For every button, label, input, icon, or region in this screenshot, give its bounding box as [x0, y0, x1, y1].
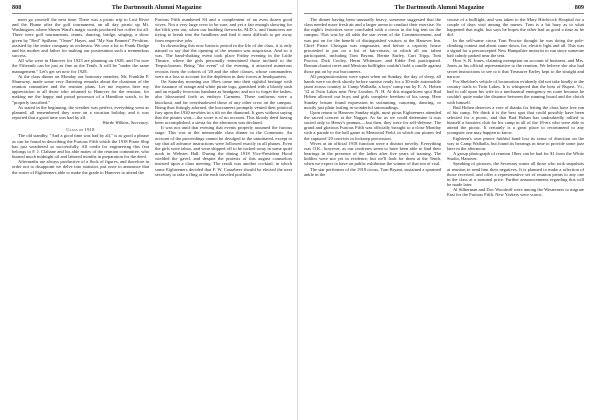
page-header [304, 4, 584, 14]
paragraph: Eighteen's own prince faithful band lost its sense of direction on the way to Camp Walhalla, but found its bearings in time to provide some jazz later in the afternoon. [447, 135, 584, 151]
paragraph: As stated in the beginning, the weather was perfect, everything went as planned, all remembered they were on a vacation holiday, and it was reported that a good time was had by all. [12, 104, 149, 120]
page-number: 809 [574, 4, 584, 11]
paragraph: The dinner having been unusually heavy, someone suggested that the class needed more fresh air and a larger arena to conduct their exercise. So the night's festivities were concluded with a circus in the big tent on the campus. This was by all odds the star event of the Commencement, and was put on for the benefit of distinguished visitors at the Hanover Inn. Chief Pirate Chrisgau was ringmaster, and before a capacity house proceeded to put on a list of fair-raisers, in which all our talent participated, including Tom Bryant, Bernie Earley, Curt Tripp, Tom Proctor, Dick Cooley, Herm Whitmore, and Eddie Feit participated. Roman chariot races and Mexican bullfights couldn't hold a candle against those put on by our buccaneers. [304, 17, 441, 74]
page-header [12, 4, 292, 14]
paragraph: In the self-same circus Tom Proctor thought he was doing the pole-climbing contest and about came down, for, electric light and all. This was a signal for a preconcepted New Hampshire motorist to run since someone had calmly parked near the tent. [447, 37, 584, 59]
running-title: The Dartmouth Alumni Magazine [111, 4, 202, 11]
paragraph: Aftermaths are always productive of a flock of figures, and therefore in order not to disappoint we delve into statistics just once to announce that the roster of Eighteeners able to make the grade to Hanover to attend the [12, 159, 149, 175]
column-2 [155, 17, 292, 419]
text-columns [304, 17, 584, 419]
signature: Warde Wilkins, Secretary. [102, 120, 149, 126]
paragraph: All prognostications were upset when on Sunday, the day of sleep, all hands were on deck shortly before sunrise ready for a 30-mile automobile jaunt across country to Camp Walhalla, a boys' camp run by E. A. Hoben '12 at Twin Lakes near New London, N. H. At this magnificent spot Bud Hoben allowed our boys and girls complete freedom of his camp. Here Sunday leisure found expression in swimming, canoeing, dancing, or mostly just plain loafing in wonderful surroundings. [304, 73, 441, 110]
paragraph: meet go yourself the next time. There was a picnic trip to Lost River and the Flume after the golf tournament, an all day picnic up Mt. Washington, where Sherm Ward's magic words produced hot coffee for all. There were golf tournaments, tennis, dancing, bridge, singing, a show given by "Red" Spillane, "Omer" Hayes, and "My Son Emmett" Pe-shine, assisted by the entire company as orchestra. We owe a lot to Frank Dodge and his mother and father for making our postreunion such a tremendous success. [12, 17, 149, 59]
text-columns [12, 17, 292, 419]
paragraph: Al Silberman and Doc Woodruff were among the Westerners to migrate East for the Furious Fifth. New Yorkers were scarce, [447, 187, 584, 198]
paragraph: The old standby, "And a good time was had by all," is as good a phrase as can be found in describing the Furious Fifth which the 1918 Pirate Ship has just weathered so successfully. All credit for engineering this feat belongs to F. J. Clahane and his able mates of the reunion committee, who burned much midnight oil and labored months in preparation for the deed. [12, 133, 149, 160]
running-title: The Dartmouth Alumni Magazine [394, 4, 485, 11]
paragraph: A group photograph of reunion 18ers can be had for $1 from the White Studio, Hanover. [447, 151, 584, 162]
paragraph: Wives at an official 1918 function were a distinct novelty. Everything was O.K., however, as our confreres seem to have been able to find their bearings in the presence of the ladies after five years of training. The kiddies were not yet in evidence, but we'll look for them at the Tenth, when we expect to have on public exhibition the winner of that ton of coal. [304, 140, 441, 167]
paragraph: At the class dinner on Monday our honorary member, Mr. Franklin P. Shumway, made some very flattering remarks about the chairman of the reunion committee and the reunion plans. Let me express here my appreciation to all those who returned to Hanover for the reunion, for making me the happy and proud possessor of a Hamilton watch, to be "properly inscribed." [12, 73, 149, 105]
paragraph: Furious Fifth numbered 84 and a complement of an even dozen good wives. Not a very large crew to be sure, and yet a fair enough showing for the fifth year out, when our budding fireworks, M.D.'s, and financiers are trying to break into the headlines and find it most difficult to get away from respective jobs. [155, 17, 292, 43]
paragraph: For Sheldon's vehicle of locomotion evidently did not take kindly to the country trails to Twin Lakes. It is whispered that the boss of Rupert, Vt., had to call upon his wife in a mechanical emergency en route because he couldn't quite make the distance between the running board and the clutch with himself. [447, 78, 584, 105]
paragraph: Speaking of pictures, the Secretary wants all those who took snapshots at reunion to send him their negatives. It is planned to make a selection of those received, and offer a representative set of reunion prints to any one in the class at a nominal price. Further announcements regarding this will be made later. [447, 161, 584, 187]
page-number: 808 [12, 4, 22, 11]
section-heading: Class of 1918 [66, 127, 95, 133]
paragraph: course of a bullfight, and was taken to the Mary Hitchcock Hospital for a couple of days visit among the nurses. Tom is a bit hazy as to what happened that night, but says he hopes the other had as good a time as he did. [447, 17, 584, 38]
paragraph: All who were in Hanover for 1923 are planning on 1928, and I'm sure the Fifteenth can be just as fine as the Tenth. It will be "under the same management." Let's get set now for 1928. [12, 58, 149, 74]
column-1 [304, 17, 441, 419]
paragraph: It was not until that evening that events properly assumed the furious stage. This was at the memorable class dinner in the Commons. An account of the proceedings cannot be divulged to the uninitiated, except to say that all advance instructions were followed exactly in all phases. Even the girls were taboo, and were shipped off to be tucked away in some quiet nook in Webster Hall. During the dining 1918 Vice-President Hood wielded the gavel, and despite the protests of this august counselors insisted upon a class meeting. The result was another cocktail, in which some Eighteeners decided that F. W. Cassebeer should be elected the next secretary to take a fling at the each traveled portfolio. [155, 125, 292, 177]
paragraph: Bud Hoben deserves a vote of thanks for letting the class have free run of his camp. We think it is the best spot that could possibly have been selected for a picnic, and that Bud Hoban has undoubtedly rallied to himself a boosters club for his camp in all of the 18-ers who were able to attend the picnic. It certainly is a great place to recommend to any youngster one may happen to know. [447, 104, 584, 136]
right-page [298, 0, 596, 420]
paragraph: On Saturday morning our 18ers came into their rightful heritage with the issuance of orange and white pirate togs, garnished with a bloody sash and an equally ferocious bandana as headgear; and not to forget the lashes, also blossomed forth as embryo Carmens. These uniforms were a knockout, and far overshadowed those of any other crew on the campus. Being thus fittingly adorned, the buccaneers promptly vented their piratical fury upon the 1920 newbies in a tilt on the diamond. It goes without saying that the pirates won,—the score is of no account. This bloody deed having been accomplished, a siesta for the afternoon was declared. [155, 78, 292, 126]
paragraph: Hon. S. R. Jones, claiming exemption on account of business, and Mrs. Jones as his official representative to the reunion. We believe she also had secret instructions to see to it that Treasurer Earley kept to the straight and narrow. [447, 58, 584, 79]
paragraph: The star performer of the 1918 circus, Tom Bryant, sustained a sprained ankle in the [304, 166, 441, 177]
column-2 [447, 17, 584, 419]
paragraph: Upon return to Hanover Sunday night, most pious Eighteeners attended the sacred concert at the Nugget. As far as we could determine it was sacred only to Henry's peanuts,—but then, they were for self-defense. The grand and glorious Furious Fifth was officially brought to a close Monday with a parade to the ball game at Memorial Field, in which our pirates led the captured '20 convicts in lockstep procession. [304, 109, 441, 141]
paragraph: In chronicling this now historic period in the life of the class, it is only natural to say that the opening of the reunion was auspicious. And so it was. The band-shaking event took place Friday evening in the Little Theatre, where the girls personally entertained those inclined to the Terpsichorean. Being "the event" of the evening, it attracted numerous recruits from the cohorts of '20 and the other classes, whose commanders were at a loss to account for the depletion in their forces at headquarters. [155, 42, 292, 79]
column-1 [12, 17, 149, 419]
